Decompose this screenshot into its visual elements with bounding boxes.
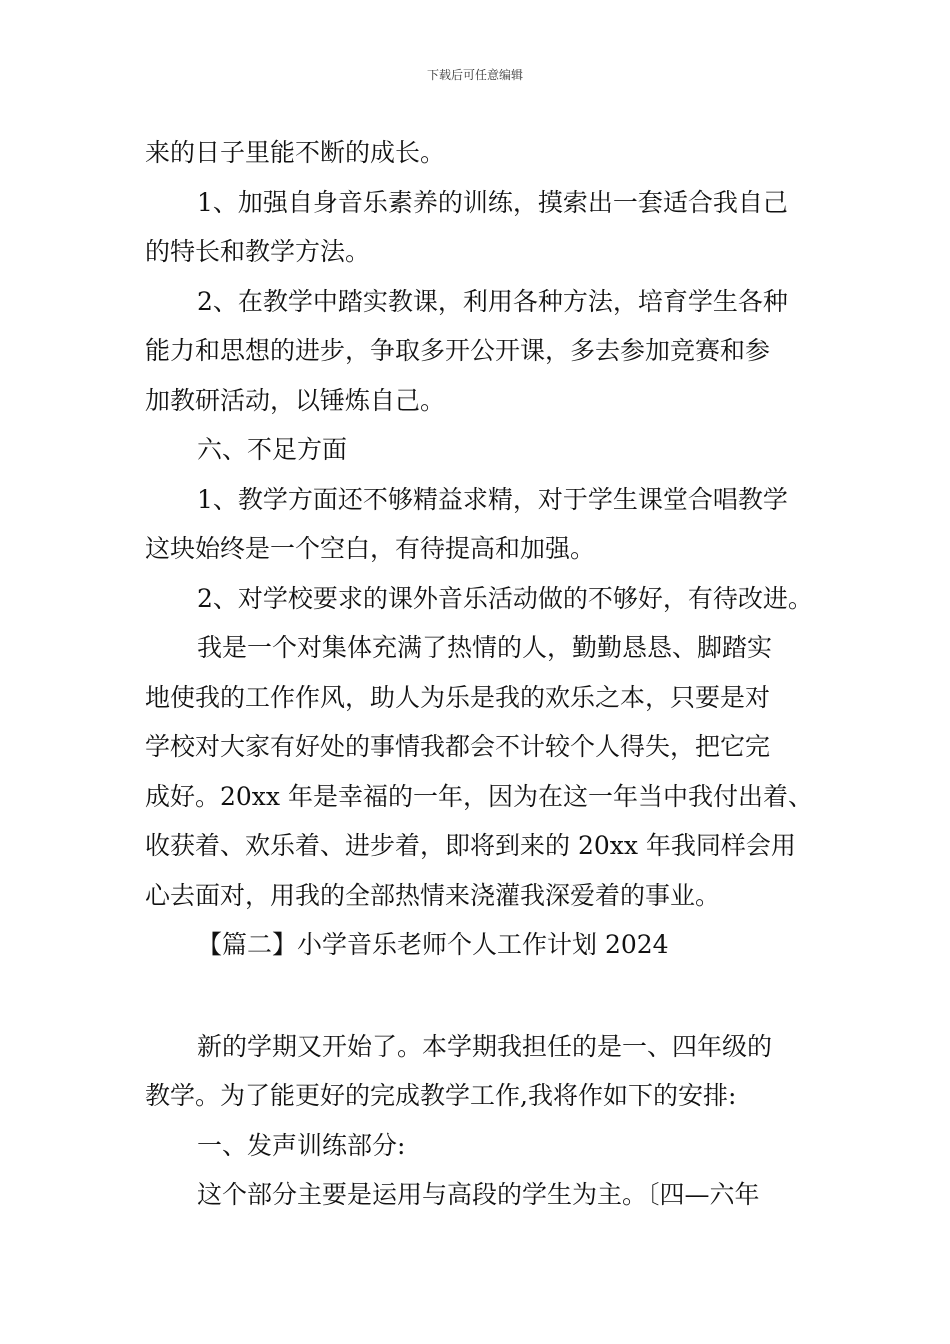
paragraph-line: 的特长和教学方法。: [145, 237, 371, 266]
paragraph-line: 这块始终是一个空白，有待提高和加强。: [145, 534, 596, 563]
section-heading: 一、发声训练部分:: [197, 1130, 406, 1160]
paragraph-line: 成好。20xx 年是幸福的一年，因为在这一年当中我付出着、: [145, 781, 813, 811]
paragraph-line: 来的日子里能不断的成长。: [145, 138, 446, 167]
paragraph-line: 收获着、欢乐着、进步着，即将到来的 20xx 年我同样会用: [145, 831, 796, 860]
blank-line: [145, 970, 815, 1022]
paragraph-line: 1、加强自身音乐素养的训练，摸索出一套适合我自己: [197, 187, 788, 217]
paragraph-line: 加教研活动，以锤炼自己。: [145, 385, 446, 415]
paragraph-line: 2、在教学中踏实教课，利用各种方法，培育学生各种: [197, 286, 788, 316]
paragraph-line: 这个部分主要是运用与高段的学生为主。〔四—六年: [197, 1180, 760, 1209]
paragraph-line: 地使我的工作作风，助人为乐是我的欢乐之本，只要是对: [145, 682, 771, 712]
paragraph-line: 心去面对，用我的全部热情来浇灌我深爱着的事业。: [145, 880, 721, 910]
article-title: 【篇二】小学音乐老师个人工作计划 2024: [197, 930, 669, 959]
paragraph-line: 1、教学方面还不够精益求精，对于学生课堂合唱教学: [197, 484, 788, 514]
paragraph-line: 2、对学校要求的课外音乐活动做的不够好，有待改进。: [197, 583, 813, 613]
page-header: 下载后可任意编辑: [426, 68, 523, 82]
document-body: [145, 128, 815, 1220]
paragraph-line: 我是一个对集体充满了热情的人，勤勤恳恳、脚踏实: [197, 633, 773, 662]
paragraph-line: 能力和思想的进步，争取多开公开课，多去参加竞赛和参: [145, 336, 771, 365]
paragraph-line: 教学。为了能更好的完成教学工作,我将作如下的安排:: [145, 1081, 737, 1110]
paragraph-line: 新的学期又开始了。本学期我担任的是一、四年级的: [197, 1031, 773, 1061]
section-heading: 六、不足方面: [197, 435, 348, 464]
paragraph-line: 学校对大家有好处的事情我都会不计较个人得失，把它完: [145, 732, 771, 761]
